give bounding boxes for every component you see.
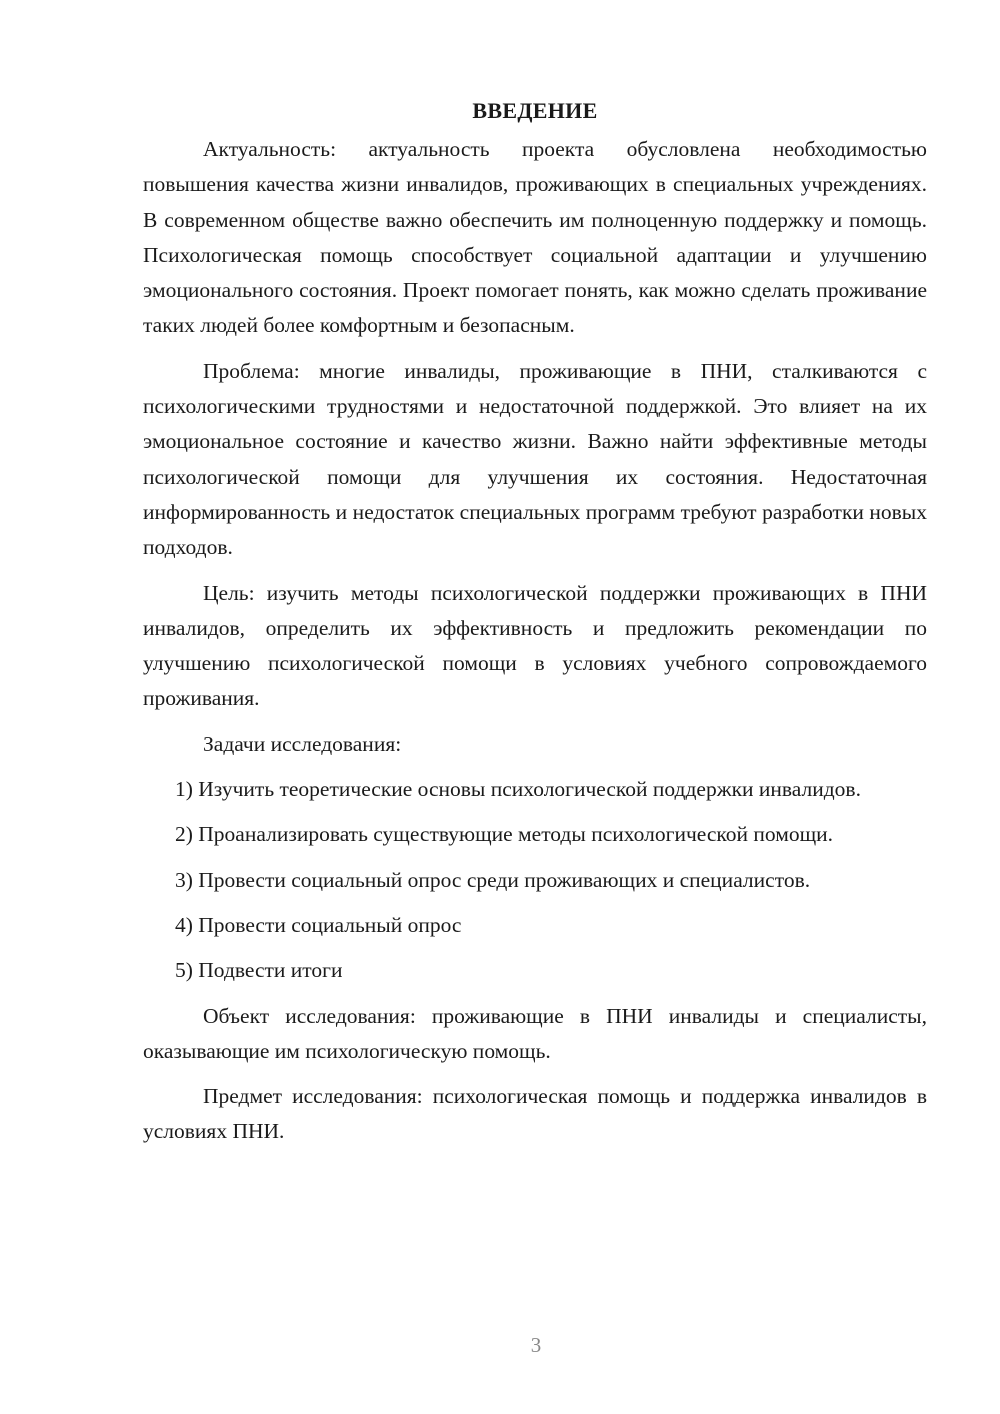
tasks-heading: Задачи исследования: [203,731,402,756]
task-item-5: 5) Подвести итоги [175,958,343,983]
task-item-1: 1) Изучить теоретические основы психологической поддержки инвалидов. [175,777,861,802]
task-item-4: 4) Провести социальный опрос [175,912,462,937]
paragraph-object: Объект исследования: проживающие в ПНИ инвалиды и специалисты, оказывающие им психологическую помощь. [143,1003,927,1063]
task-item-2: 2) Проанализировать существующие методы психологической помощи. [175,822,834,847]
paragraph-problem: Проблема: многие инвалиды, проживающие в ПНИ, сталкиваются с психологическими трудностями и недостаточной поддержкой. Это влияет на их эмоциональное состояние и качество жизни. Важно найти эффективные методы психологической помощи для улучшения их состояния. Недостаточная информированность и недостаток специальных программ требуют разработки новых подходов. [143,358,927,560]
paragraph-relevance: Актуальность: актуальность проекта обусловлена необходимостью повышения качества жизни инвалидов, проживающих в специальных учреждениях. В современном обществе важно обеспечить им полноценную поддержку и помощь. Психологическая помощь способствует социальной адаптации и улучшению эмоционального состояния. Проект помогает понять, как можно сделать проживание таких людей более комфортным и безопасным. [143,137,927,338]
paragraph-subject: Предмет исследования: психологическая помощь и поддержка инвалидов в условиях ПНИ. [143,1084,927,1144]
page-number: 3 [530,1333,542,1357]
task-item-3: 3) Провести социальный опрос среди проживающих и специалистов. [175,867,811,892]
page-title: ВВЕДЕНИЕ [472,98,598,123]
paragraph-goal: Цель: изучить методы психологической поддержки проживающих в ПНИ инвалидов, определить их эффективность и предложить рекомендации по улучшению психологической помощи в условиях учебного сопровождаемого проживания. [143,580,927,711]
document-body [143,93,927,1150]
